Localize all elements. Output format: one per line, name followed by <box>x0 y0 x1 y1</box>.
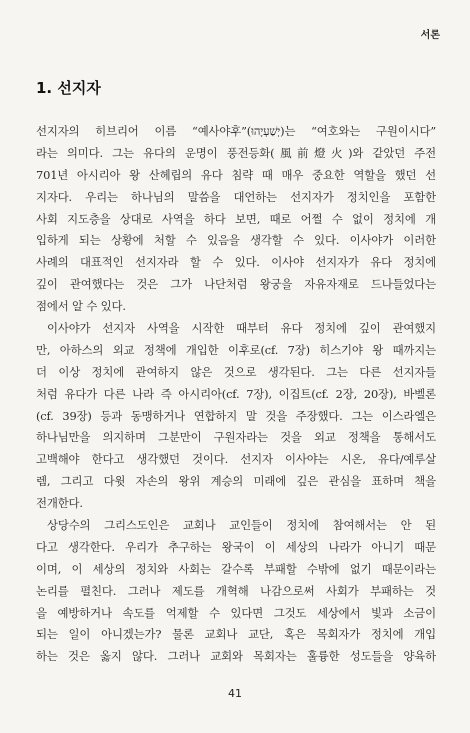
text-line: 입하게 되는 상황에 처할 수 있음을 생각할 수 있다. 이사야가 이러한 <box>36 233 436 248</box>
text-line: 하는 것은 옳지 않다. 그러나 교회와 목회자는 훌륭한 성도들을 양육하 <box>36 649 436 664</box>
section-title: 1. 선지자 <box>36 79 101 97</box>
text-line: 701년 아시리아 왕 산헤립의 유다 침략 때 매우 중요한 역할을 했던 선 <box>36 167 436 182</box>
text-line: 점에서 알 수 있다. <box>36 299 126 314</box>
text-line: 지자다. 우리는 하나님의 말씀을 대언하는 선지자가 정치인을 포함한 <box>36 189 436 204</box>
text-line: 선지자의 히브리어 이름 “예사야후”(יְשַׁעְיָהוּ)는 “여호와는 구원이시다” <box>36 124 436 138</box>
text-line: 다고 생각한다. 우리가 추구하는 왕국이 이 세상의 나라가 아니기 때문 <box>36 539 436 554</box>
text-line: 사회 지도층을 상대로 사역을 하다 보면, 때로 어쩔 수 없이 정치에 개 <box>36 211 436 226</box>
text-line: 처럼 유다가 다른 나라 즉 아시리아(cf. 7장), 이집트(cf. 2장, 20장), 바벨론 <box>36 386 436 401</box>
text-line: 만, 아하스의 외교 정책에 개입한 이후로(cf. 7장) 히스기야 왕 때까지는 <box>36 342 436 357</box>
text-line: 되는 일이 아니겠는가? 물론 교회나 교단, 혹은 목회자가 정치에 개입 <box>36 627 436 642</box>
text-line: (cf. 39장) 등과 동맹하거나 연합하지 말 것을 주장했다. 그는 이스라엘은 <box>36 408 436 423</box>
text-line: 고백해야 한다고 생각했던 것이다. 선지자 이사야는 시온, 유다/예루살 <box>36 452 436 467</box>
text-line: 사례의 대표적인 선지자라 할 수 있다. 이사야 선지자가 유다 정치에 <box>36 255 436 270</box>
text-line: 논리를 펼친다. 그러나 제도를 개혁해 나감으로써 사회가 부패하는 것 <box>36 583 436 598</box>
text-line: 전개한다. <box>36 496 83 511</box>
text-line: 상당수의 그리스도인은 교회나 교인들이 정치에 참여해서는 안 된 <box>47 518 436 533</box>
text-line: 이며, 이 세상의 정치와 사회는 갈수록 부패할 수밖에 없기 때문이라는 <box>36 561 436 576</box>
text-line: 라는 의미다. 그는 유다의 운명이 풍전등화(風前燈火)와 같았던 주전 <box>36 145 436 160</box>
text-line: 을 예방하거나 속도를 억제할 수 있다면 그것도 세상에서 빛과 소금이 <box>36 605 436 620</box>
text-line: 더 이상 정치에 관여하지 않은 것으로 생각된다. 그는 다른 선지자들 <box>36 364 436 379</box>
page-number: 41 <box>228 687 242 700</box>
body-text <box>36 121 436 668</box>
text-line: 이사야가 선지자 사역을 시작한 때부터 유다 정치에 깊이 관여했지 <box>47 321 436 336</box>
running-header: 서론 <box>420 30 440 41</box>
text-line: 깊이 관여했다는 것은 그가 나단처럼 왕궁을 자유자재로 드나들었다는 <box>36 277 436 292</box>
text-line: 하나님만을 의지하며 그분만이 구원자라는 것을 외교 정책을 통해서도 <box>36 430 436 445</box>
text-line: 렘, 그리고 다윗 자손의 왕위 계승의 미래에 깊은 관심을 표하며 책을 <box>36 474 436 489</box>
